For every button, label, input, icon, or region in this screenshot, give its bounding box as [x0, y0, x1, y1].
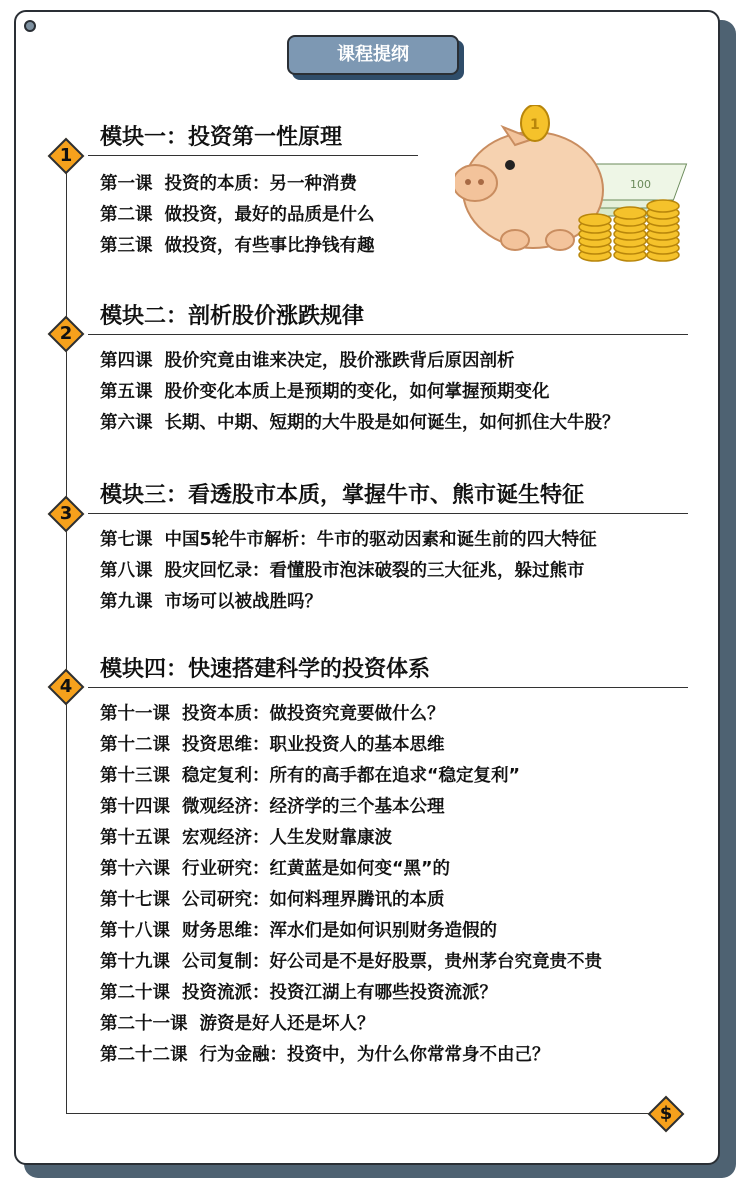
lesson-item: 第四课 股价究竟由谁来决定，股价涨跌背后原因剖析 [100, 351, 515, 371]
lesson-item: 第八课 股灾回忆录：看懂股市泡沫破裂的三大征兆，躲过熊市 [100, 561, 585, 581]
lesson-item: 第一课 投资的本质：另一种消费 [100, 174, 357, 194]
lesson-item: 第二十二课 行为金融：投资中，为什么你常常身不由己？ [100, 1045, 550, 1065]
lesson-item: 第二十一课 游资是好人还是坏人？ [100, 1014, 375, 1034]
module-3-divider [88, 513, 688, 514]
piggy-bank-icon [455, 105, 695, 275]
lesson-item: 第十七课 公司研究：如何料理界腾讯的本质 [100, 890, 445, 910]
timeline-horizontal [66, 1113, 666, 1114]
lesson-item: 第二课 做投资，最好的品质是什么 [100, 205, 375, 225]
module-2-title: 模块二：剖析股价涨跌规律 [100, 304, 365, 329]
lesson-item: 第五课 股价变化本质上是预期的变化，如何掌握预期变化 [100, 382, 550, 402]
module-2-badge: 2 [47, 315, 85, 353]
page-title: 课程提纲 [287, 35, 459, 75]
module-4-badge: 4 [47, 668, 85, 706]
lesson-item: 第三课 做投资，有些事比挣钱有趣 [100, 236, 375, 256]
lesson-item: 第十九课 公司复制：好公司是不是好股票，贵州茅台究竟贵不贵 [100, 952, 602, 972]
lesson-item: 第十三课 稳定复利：所有的高手都在追求“稳定复利” [100, 766, 521, 786]
module-1-badge: 1 [47, 137, 85, 175]
module-1-divider [88, 155, 418, 156]
module-4-title: 模块四：快速搭建科学的投资体系 [100, 657, 431, 682]
lesson-item: 第十一课 投资本质：做投资究竟要做什么？ [100, 704, 445, 724]
module-2-divider [88, 334, 688, 335]
module-3-badge: 3 [47, 495, 85, 533]
svg-text:100: 100 [630, 178, 651, 191]
timeline-vertical [66, 150, 67, 1114]
lesson-item: 第十五课 宏观经济：人生发财靠康波 [100, 828, 392, 848]
lesson-item: 第十二课 投资思维：职业投资人的基本思维 [100, 735, 445, 755]
svg-text:1: 1 [530, 117, 540, 133]
corner-dot [24, 20, 36, 32]
lesson-item: 第十四课 微观经济：经济学的三个基本公理 [100, 797, 445, 817]
lesson-item: 第十八课 财务思维：浑水们是如何识别财务造假的 [100, 921, 497, 941]
lesson-item: 第九课 市场可以被战胜吗？ [100, 592, 322, 612]
module-3-title: 模块三：看透股市本质，掌握牛市、熊市诞生特征 [100, 483, 585, 508]
lesson-item: 第七课 中国5轮牛市解析：牛市的驱动因素和诞生前的四大特征 [100, 530, 597, 550]
module-1-title: 模块一：投资第一性原理 [100, 125, 343, 150]
module-4-divider [88, 687, 688, 688]
lesson-item: 第六课 长期、中期、短期的大牛股是如何诞生，如何抓住大牛股？ [100, 413, 620, 433]
dollar-icon: $ [647, 1095, 685, 1133]
lesson-item: 第十六课 行业研究：红黄蓝是如何变“黑”的 [100, 859, 451, 879]
lesson-item: 第二十课 投资流派：投资江湖上有哪些投资流派？ [100, 983, 497, 1003]
